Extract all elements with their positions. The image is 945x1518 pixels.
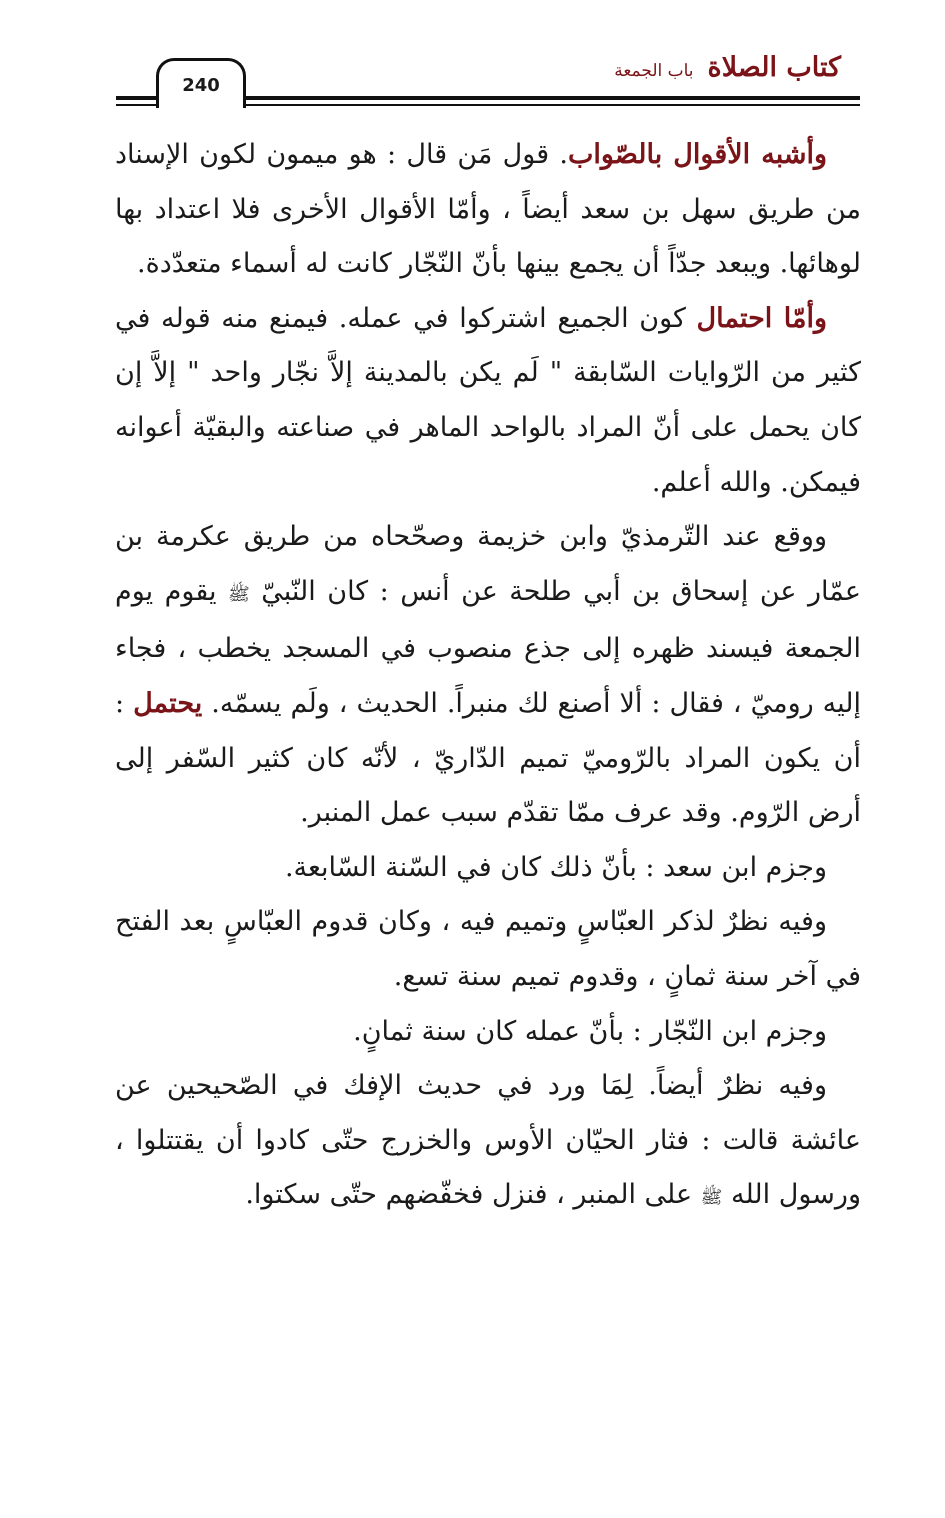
book-title: كتاب الصلاة <box>707 52 841 83</box>
page-header <box>0 0 945 120</box>
paragraph <box>115 128 861 292</box>
page-number: 240 <box>156 58 246 108</box>
paragraph-text: يقوم يوم الجمعة فيسند ظهره إلى جذع منصوب في المسجد يخطب ، فجاء إليه روميّ ، فقال : ألا أصنع لك منبراً. الحديث ، ولَم يسمّه. <box>115 575 862 719</box>
paragraph <box>115 841 861 896</box>
paragraph-text: وجزم ابن سعد : بأنّ ذلك كان في السّنة السّابعة. <box>284 851 827 883</box>
paragraph <box>115 1059 861 1226</box>
highlighted-phrase: يحتمل <box>133 687 203 719</box>
paragraph-text: على المنبر ، فنزل فخفّضهم حتّى سكتوا. <box>245 1179 701 1211</box>
page-body <box>115 128 861 1226</box>
paragraph <box>115 292 861 510</box>
chapter-title: باب الجمعة <box>614 61 694 81</box>
paragraph-text: ووقع عند التّرمذيّ وابن خزيمة وصحّحاه من طريق عكرمة بن عمّار عن إسحاق بن أبي طلحة عن أنس : كان النّبيّ <box>115 521 862 607</box>
salutation-symbol: ﷺ <box>700 1187 723 1209</box>
paragraph-text: : أن يكون المراد بالرّوميّ تميم الدّاريّ ، لأنّه كان كثير السّفر إلى أرض الرّوم. وقد عرف ممّا تقدّم سبب عمل المنبر. <box>115 687 861 829</box>
header-titles <box>614 52 841 83</box>
paragraph <box>115 895 861 1004</box>
salutation-symbol: ﷺ <box>228 583 250 605</box>
highlighted-phrase: وأمّا احتمال <box>696 302 827 334</box>
paragraph-text: وفيه نظرٌ أيضاً. لِمَا ورد في حديث الإفك في الصّحيحين عن عائشة قالت : فثار الحيّان الأوس والخزرج حتّى كادوا أن يقتتلوا ، ورسول الله <box>115 1070 861 1211</box>
paragraph-text: وفيه نظرٌ لذكر العبّاسٍ وتميم فيه ، وكان قدوم العبّاسٍ بعد الفتح في آخر سنة ثمانٍ ، وقدوم تميم سنة تسع. <box>115 906 861 992</box>
paragraph <box>115 510 861 841</box>
highlighted-phrase: وأشبه الأقوال بالصّواب <box>567 139 827 170</box>
paragraph-text: . قول مَن قال : هو ميمون لكون الإسناد من طريق سهل بن سعد أيضاً ، وأمّا الأقوال الأخرى فلا اعتداد بها لوهائها. ويبعد جدّاً أن يجمع بينها بأنّ النّجّار كانت له أسماء متعدّدة. <box>115 139 861 280</box>
paragraph-text: كون الجميع اشتركوا في عمله. فيمنع منه قوله في كثير من الرّوايات السّابقة " لَم يكن بالمدينة إلاَّ نجّار واحد " إلاَّ إن كان يحمل على أنّ المراد بالواحد الماهر في صناعته والبقيّة أعوانه فيمكن. والله أعلم. <box>115 302 861 498</box>
paragraph-text: وجزم ابن النّجّار : بأنّ عمله كان سنة ثمانٍ. <box>353 1015 827 1047</box>
paragraph <box>115 1005 861 1060</box>
